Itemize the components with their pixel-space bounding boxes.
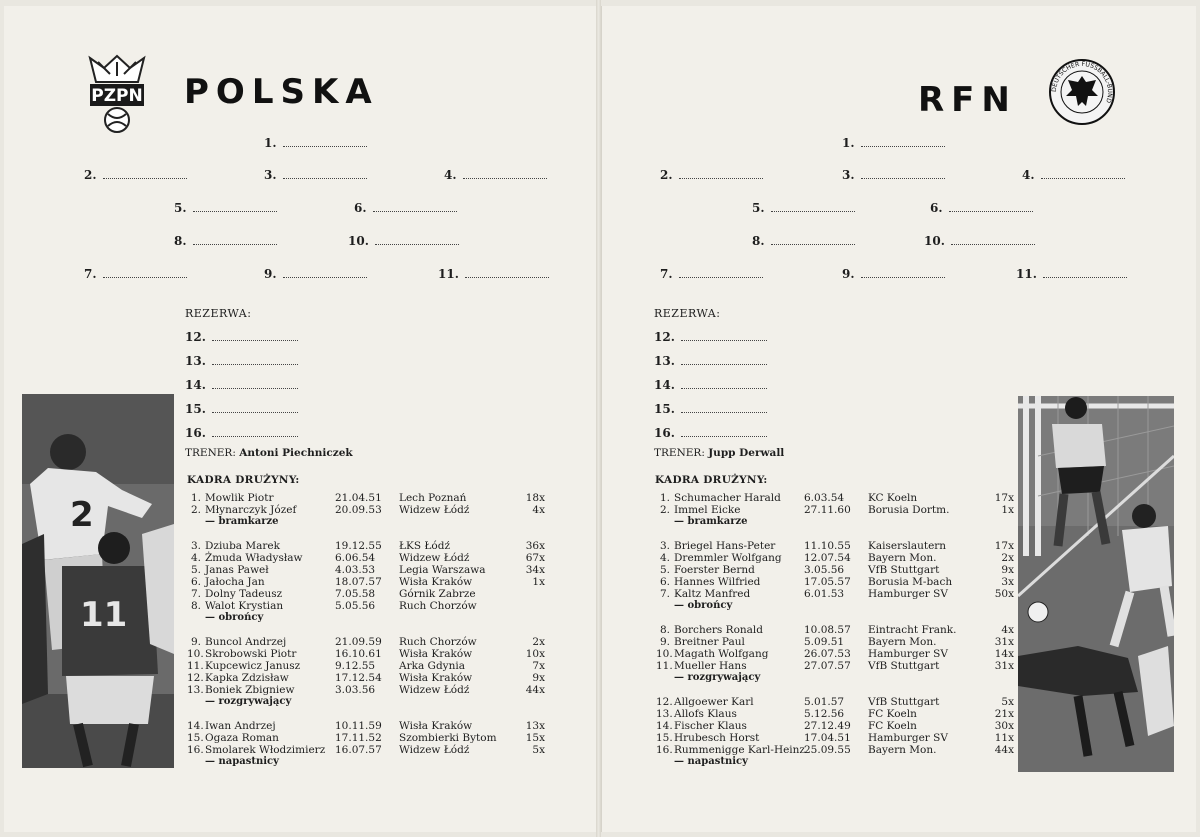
player-caps: 5x <box>532 744 545 756</box>
player-number: 4. <box>659 552 670 564</box>
player-caps: 7x <box>532 660 545 672</box>
slot-number: 13. <box>654 354 675 368</box>
player-caps: 5x <box>1001 696 1014 708</box>
player-row <box>187 492 547 504</box>
reserve-slot[interactable] <box>185 402 298 416</box>
coach-left <box>185 447 353 459</box>
player-caps: 34x <box>525 564 545 576</box>
player-dob: 16.07.57 <box>335 744 382 756</box>
player-dob: 19.12.55 <box>335 540 382 552</box>
player-dob: 6.06.54 <box>335 552 376 564</box>
player-number: 6. <box>190 576 201 588</box>
player-name: Foerster Bernd <box>674 564 755 576</box>
player-dob: 6.03.54 <box>804 492 845 504</box>
player-caps: 2x <box>1001 552 1014 564</box>
lineup-slot[interactable] <box>174 201 277 215</box>
player-name: Iwan Andrzej <box>205 720 276 732</box>
player-name: Buncol Andrzej <box>205 636 287 648</box>
position-group-label: — napastnicy <box>205 756 279 767</box>
player-number: 13. <box>656 708 673 720</box>
player-dob: 16.10.61 <box>335 648 382 660</box>
shirt-number: 2 <box>70 495 94 535</box>
group-gap <box>656 532 1016 540</box>
slot-number: 12. <box>654 330 675 344</box>
player-number: 8. <box>190 600 201 612</box>
position-group-label: — rozgrywający <box>205 696 292 707</box>
match-photo-left <box>22 394 174 768</box>
player-row <box>187 504 547 516</box>
player-row <box>187 552 547 564</box>
player-dob: 5.01.57 <box>804 696 845 708</box>
player-number: 12. <box>187 672 204 684</box>
player-row <box>656 564 1016 576</box>
team-title-right: RFN <box>918 80 1017 120</box>
position-group-label: — bramkarze <box>674 516 748 527</box>
player-caps: 31x <box>994 660 1014 672</box>
player-number: 9. <box>659 636 670 648</box>
player-row <box>656 732 1016 744</box>
player-dob: 18.07.57 <box>335 576 382 588</box>
slot-number: 16. <box>654 426 675 440</box>
slot-number: 9. <box>842 267 855 281</box>
player-caps: 36x <box>525 540 545 552</box>
player-number: 11. <box>656 660 673 672</box>
reserve-title-left: REZERWA: <box>185 307 252 320</box>
player-dob: 17.12.54 <box>335 672 382 684</box>
player-dob: 9.12.55 <box>335 660 376 672</box>
reserve-title-right: REZERWA: <box>654 307 721 320</box>
slot-number: 2. <box>660 168 673 182</box>
player-number: 13. <box>187 684 204 696</box>
player-dob: 3.05.56 <box>804 564 845 576</box>
player-club: ŁKS Łódź <box>399 540 450 552</box>
player-row <box>656 588 1016 600</box>
player-row <box>656 648 1016 660</box>
position-group-label: — bramkarze <box>205 516 279 527</box>
player-caps: 4x <box>532 504 545 516</box>
player-number: 9. <box>190 636 201 648</box>
coach-label: TRENER: <box>654 447 705 459</box>
player-caps: 44x <box>525 684 545 696</box>
slot-number: 5. <box>752 201 765 215</box>
player-name: Schumacher Harald <box>674 492 781 504</box>
player-dob: 17.05.57 <box>804 576 851 588</box>
group-gap <box>187 532 547 540</box>
player-club: Widzew Łódź <box>399 504 470 516</box>
match-photo-right <box>1018 396 1174 772</box>
player-dob: 27.12.49 <box>804 720 851 732</box>
player-caps: 67x <box>525 552 545 564</box>
player-row <box>656 624 1016 636</box>
slot-number: 10. <box>348 234 369 248</box>
player-name: Żmuda Władysław <box>205 552 303 564</box>
player-number: 10. <box>187 648 204 660</box>
lineup-slot[interactable] <box>174 234 277 248</box>
player-club: Widzew Łódź <box>399 744 470 756</box>
player-name: Janas Paweł <box>205 564 269 576</box>
slot-number: 12. <box>185 330 206 344</box>
player-caps: 14x <box>994 648 1014 660</box>
lineup-slot[interactable] <box>842 267 945 281</box>
player-row <box>187 588 547 600</box>
position-group-label: — napastnicy <box>674 756 748 767</box>
player-number: 1. <box>190 492 201 504</box>
lineup-slot[interactable] <box>348 234 459 248</box>
player-name: Mowlik Piotr <box>205 492 274 504</box>
player-club: Eintracht Frank. <box>868 624 957 636</box>
coach-right <box>654 447 784 459</box>
slot-number: 4. <box>1022 168 1035 182</box>
player-name: Kapka Zdzisław <box>205 672 289 684</box>
player-club: Widzew Łódź <box>399 552 470 564</box>
lineup-slot[interactable] <box>930 201 1033 215</box>
player-dob: 12.07.54 <box>804 552 851 564</box>
player-name: Skrobowski Piotr <box>205 648 297 660</box>
player-dob: 20.09.53 <box>335 504 382 516</box>
player-number: 8. <box>659 624 670 636</box>
player-name: Rummenigge Karl-Heinz <box>674 744 805 756</box>
player-club: Borusia Dortm. <box>868 504 950 516</box>
pzpn-logo <box>86 52 148 140</box>
team-title-left: POLSKA <box>184 72 379 112</box>
player-dob: 11.10.55 <box>804 540 851 552</box>
player-club: FC Koeln <box>868 708 917 720</box>
player-number: 10. <box>656 648 673 660</box>
player-name: Walot Krystian <box>205 600 284 612</box>
coach-name: Antoni Piechniczek <box>239 447 353 459</box>
slot-number: 5. <box>174 201 187 215</box>
slot-number: 11. <box>438 267 459 281</box>
reserve-slot[interactable] <box>654 426 767 440</box>
lineup-slot[interactable] <box>842 168 945 182</box>
player-dob: 5.05.56 <box>335 600 376 612</box>
player-caps: 31x <box>994 636 1014 648</box>
player-name: Hrubesch Horst <box>674 732 760 744</box>
slot-number: 6. <box>930 201 943 215</box>
player-number: 3. <box>659 540 670 552</box>
player-club: Borusia M-bach <box>868 576 953 588</box>
player-row <box>656 708 1016 720</box>
player-name: Hannes Wilfried <box>674 576 761 588</box>
player-number: 7. <box>190 588 201 600</box>
player-row <box>656 576 1016 588</box>
coach-name: Jupp Derwall <box>708 447 785 459</box>
lineup-slot[interactable] <box>1016 267 1127 281</box>
player-club: Wisła Kraków <box>399 672 473 684</box>
shirt-number: 11 <box>80 595 128 635</box>
player-dob: 4.03.53 <box>335 564 376 576</box>
lineup-slot[interactable] <box>438 267 549 281</box>
group-gap <box>187 628 547 636</box>
player-club: Wisła Kraków <box>399 648 473 660</box>
player-row <box>187 660 547 672</box>
player-number: 5. <box>190 564 201 576</box>
group-gap <box>656 688 1016 696</box>
player-club: Wisła Kraków <box>399 720 473 732</box>
player-row <box>656 720 1016 732</box>
player-name: Dolny Tadeusz <box>205 588 283 600</box>
player-number: 15. <box>187 732 204 744</box>
slot-number: 1. <box>842 136 855 150</box>
group-gap <box>656 616 1016 624</box>
player-name: Dremmler Wolfgang <box>674 552 782 564</box>
reserve-slot[interactable] <box>185 426 298 440</box>
player-row <box>187 720 547 732</box>
player-row <box>187 744 547 756</box>
player-number: 11. <box>187 660 204 672</box>
player-club: Hamburger SV <box>868 648 948 660</box>
slot-number: 14. <box>185 378 206 392</box>
player-row <box>187 576 547 588</box>
player-club: Szombierki Bytom <box>399 732 497 744</box>
player-number: 3. <box>190 540 201 552</box>
player-number: 12. <box>656 696 673 708</box>
player-dob: 25.09.55 <box>804 744 851 756</box>
lineup-slot[interactable] <box>264 136 367 150</box>
slot-number: 13. <box>185 354 206 368</box>
player-club: VfB Stuttgart <box>868 696 940 708</box>
player-row <box>656 636 1016 648</box>
player-name: Borchers Ronald <box>674 624 763 636</box>
player-caps: 15x <box>525 732 545 744</box>
player-name: Młynarczyk Józef <box>205 504 297 516</box>
pzpn-logo-text: PZPN <box>91 86 143 106</box>
slot-number: 15. <box>185 402 206 416</box>
lineup-slot[interactable] <box>660 168 763 182</box>
slot-number: 3. <box>842 168 855 182</box>
player-club: Górnik Zabrze <box>399 588 476 600</box>
position-group-label: — obrońcy <box>674 600 733 611</box>
squad-title-right: KADRA DRUŻYNY: <box>655 474 768 486</box>
lineup-slot[interactable] <box>842 136 945 150</box>
player-row <box>656 696 1016 708</box>
center-fold <box>596 0 601 837</box>
player-name: Smolarek Włodzimierz <box>205 744 326 756</box>
player-club: Bayern Mon. <box>868 552 937 564</box>
player-club: Ruch Chorzów <box>399 600 477 612</box>
player-caps: 18x <box>525 492 545 504</box>
player-dob: 3.03.56 <box>335 684 376 696</box>
player-row <box>656 540 1016 552</box>
player-club: FC Koeln <box>868 720 917 732</box>
reserve-slot[interactable] <box>654 378 767 392</box>
player-number: 2. <box>659 504 670 516</box>
player-club: Ruch Chorzów <box>399 636 477 648</box>
player-club: Kaiserslautern <box>868 540 947 552</box>
reserve-slot[interactable] <box>654 354 767 368</box>
player-row <box>656 504 1016 516</box>
player-club: KC Koeln <box>868 492 918 504</box>
player-caps: 11x <box>994 732 1014 744</box>
player-dob: 27.11.60 <box>804 504 851 516</box>
squad-title-left: KADRA DRUŻYNY: <box>187 474 300 486</box>
player-club: Wisła Kraków <box>399 576 473 588</box>
player-name: Magath Wolfgang <box>674 648 769 660</box>
player-club: Hamburger SV <box>868 588 948 600</box>
player-number: 15. <box>656 732 673 744</box>
player-row <box>187 540 547 552</box>
player-club: Legia Warszawa <box>399 564 486 576</box>
reserve-slot[interactable] <box>654 330 767 344</box>
lineup-slot[interactable] <box>752 234 855 248</box>
lineup-slot[interactable] <box>264 168 367 182</box>
player-row <box>187 564 547 576</box>
slot-number: 16. <box>185 426 206 440</box>
player-dob: 21.04.51 <box>335 492 382 504</box>
player-number: 16. <box>187 744 204 756</box>
player-dob: 10.11.59 <box>335 720 382 732</box>
player-name: Mueller Hans <box>674 660 747 672</box>
player-number: 5. <box>659 564 670 576</box>
player-caps: 21x <box>994 708 1014 720</box>
squad-list-left <box>187 492 547 772</box>
player-row <box>656 660 1016 672</box>
reserve-slot[interactable] <box>654 402 767 416</box>
player-caps: 9x <box>532 672 545 684</box>
slot-number: 11. <box>1016 267 1037 281</box>
player-club: Bayern Mon. <box>868 636 937 648</box>
player-dob: 17.04.51 <box>804 732 851 744</box>
player-number: 2. <box>190 504 201 516</box>
lineup-slot[interactable] <box>1022 168 1125 182</box>
player-dob: 5.09.51 <box>804 636 845 648</box>
player-name: Dziuba Marek <box>205 540 280 552</box>
player-club: Widzew Łódź <box>399 684 470 696</box>
player-caps: 9x <box>1001 564 1014 576</box>
lineup-slot[interactable] <box>752 201 855 215</box>
player-number: 16. <box>656 744 673 756</box>
lineup-slot[interactable] <box>924 234 1035 248</box>
player-number: 14. <box>656 720 673 732</box>
player-club: Hamburger SV <box>868 732 948 744</box>
player-number: 7. <box>659 588 670 600</box>
player-number: 1. <box>659 492 670 504</box>
position-group-label: — obrońcy <box>205 612 264 623</box>
player-caps: 50x <box>994 588 1014 600</box>
reserve-slot[interactable] <box>185 354 298 368</box>
slot-number: 1. <box>264 136 277 150</box>
reserve-slot[interactable] <box>185 330 298 344</box>
player-name: Immel Eicke <box>674 504 741 516</box>
player-name: Allgoewer Karl <box>674 696 754 708</box>
player-row <box>187 684 547 696</box>
player-caps: 2x <box>532 636 545 648</box>
player-caps: 10x <box>525 648 545 660</box>
player-name: Breitner Paul <box>674 636 745 648</box>
player-row <box>187 648 547 660</box>
lineup-slot[interactable] <box>660 267 763 281</box>
slot-number: 9. <box>264 267 277 281</box>
player-dob: 21.09.59 <box>335 636 382 648</box>
slot-number: 2. <box>84 168 97 182</box>
player-caps: 1x <box>1001 504 1014 516</box>
reserve-slot[interactable] <box>185 378 298 392</box>
slot-number: 8. <box>752 234 765 248</box>
player-caps: 17x <box>994 540 1014 552</box>
player-row <box>656 744 1016 756</box>
player-dob: 6.01.53 <box>804 588 845 600</box>
player-caps: 13x <box>525 720 545 732</box>
player-club: Lech Poznań <box>399 492 467 504</box>
player-club: Bayern Mon. <box>868 744 937 756</box>
player-club: Arka Gdynia <box>399 660 465 672</box>
player-dob: 17.11.52 <box>335 732 382 744</box>
slot-number: 15. <box>654 402 675 416</box>
slot-number: 4. <box>444 168 457 182</box>
lineup-slot[interactable] <box>444 168 547 182</box>
player-caps: 3x <box>1001 576 1014 588</box>
player-club: VfB Stuttgart <box>868 660 940 672</box>
lineup-slot[interactable] <box>354 201 457 215</box>
slot-number: 8. <box>174 234 187 248</box>
player-dob: 10.08.57 <box>804 624 851 636</box>
player-name: Fischer Klaus <box>674 720 747 732</box>
player-dob: 7.05.58 <box>335 588 376 600</box>
player-caps: 30x <box>994 720 1014 732</box>
player-name: Jałocha Jan <box>205 576 265 588</box>
player-caps: 17x <box>994 492 1014 504</box>
player-dob: 27.07.57 <box>804 660 851 672</box>
player-caps: 4x <box>1001 624 1014 636</box>
slot-number: 10. <box>924 234 945 248</box>
player-dob: 26.07.53 <box>804 648 851 660</box>
lineup-slot[interactable] <box>264 267 367 281</box>
player-club: VfB Stuttgart <box>868 564 940 576</box>
squad-list-right <box>656 492 1016 772</box>
slot-number: 7. <box>660 267 673 281</box>
group-gap <box>187 712 547 720</box>
coach-label: TRENER: <box>185 447 236 459</box>
player-name: Boniek Zbigniew <box>205 684 295 696</box>
position-group-label: — rozgrywający <box>674 672 761 683</box>
player-row <box>187 672 547 684</box>
player-name: Kaltz Manfred <box>674 588 751 600</box>
player-caps: 1x <box>532 576 545 588</box>
player-number: 6. <box>659 576 670 588</box>
lineup-slot[interactable] <box>84 168 187 182</box>
slot-number: 3. <box>264 168 277 182</box>
slot-number: 6. <box>354 201 367 215</box>
slot-number: 14. <box>654 378 675 392</box>
dfb-logo <box>1048 58 1116 130</box>
player-row <box>656 492 1016 504</box>
player-row <box>187 636 547 648</box>
player-number: 4. <box>190 552 201 564</box>
player-number: 14. <box>187 720 204 732</box>
player-row <box>656 552 1016 564</box>
player-name: Ogaza Roman <box>205 732 279 744</box>
player-name: Briegel Hans-Peter <box>674 540 776 552</box>
player-row <box>187 600 547 612</box>
slot-number: 7. <box>84 267 97 281</box>
player-dob: 5.12.56 <box>804 708 845 720</box>
player-name: Allofs Klaus <box>674 708 737 720</box>
player-row <box>187 732 547 744</box>
player-name: Kupcewicz Janusz <box>205 660 301 672</box>
dfb-logo-text: DEUTSCHER FUSSBALL-BUND <box>1050 60 1114 104</box>
lineup-slot[interactable] <box>84 267 187 281</box>
player-caps: 44x <box>994 744 1014 756</box>
